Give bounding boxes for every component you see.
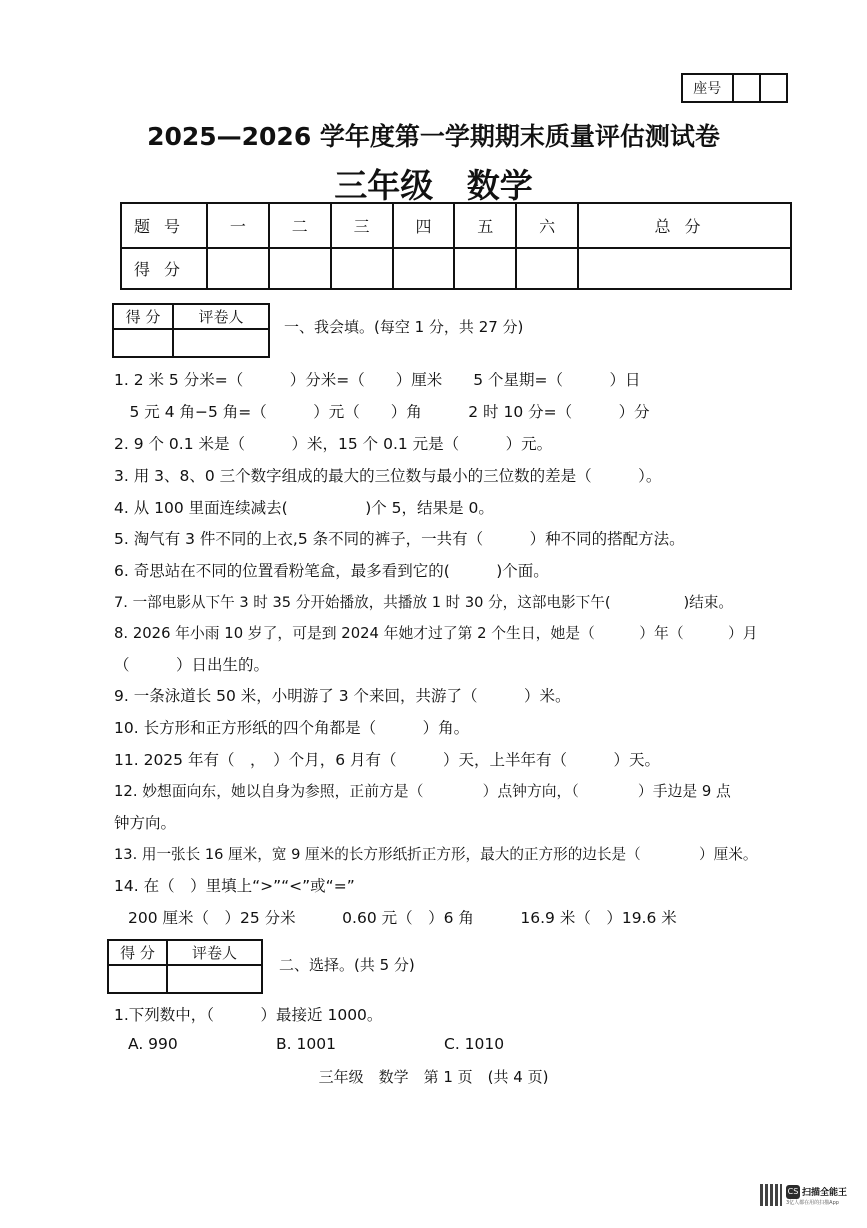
score-cell[interactable] xyxy=(207,248,269,289)
grader-box xyxy=(107,939,263,994)
score-table-column: 二 xyxy=(269,203,331,248)
exam-title: 2025—2026 学年度第一学期期末质量评估测试卷 xyxy=(147,122,720,151)
grader-name-cell[interactable] xyxy=(173,329,269,357)
seat-number-box xyxy=(681,73,788,103)
grader-name-cell[interactable] xyxy=(167,965,262,993)
score-table-total-header: 总分 xyxy=(578,203,791,248)
grader-name-label: 评卷人 xyxy=(167,940,262,965)
question-line: 4. 从 100 里面连续减去( )个 5，结果是 0。 xyxy=(114,499,494,517)
seat-number-cell[interactable] xyxy=(761,75,786,101)
question-line: 200 厘米（ ）25 分米 0.60 元（ ）6 角 16.9 米（ ）19.6 米 xyxy=(128,909,677,927)
score-table-column: 六 xyxy=(516,203,578,248)
grader-box xyxy=(112,303,270,358)
score-table-row-header: 得分 xyxy=(121,248,207,289)
score-table-column: 一 xyxy=(207,203,269,248)
question-line: 7. 一部电影从下午 3 时 35 分开始播放，共播放 1 时 30 分，这部电影下午( )结束。 xyxy=(114,594,733,611)
section-1-heading: 一、我会填。(每空 1 分，共 27 分) xyxy=(284,318,524,336)
grader-score-cell[interactable] xyxy=(108,965,167,993)
score-table-row-header: 题号 xyxy=(121,203,207,248)
question-line: 1. 2 米 5 分米=（ ）分米=（ ）厘米 5 个星期=（ ）日 xyxy=(114,371,641,389)
score-table-column: 四 xyxy=(393,203,455,248)
page-footer: 三年级 数学 第 1 页 (共 4 页) xyxy=(318,1068,549,1086)
exam-subtitle: 三年级 数学 xyxy=(334,166,533,205)
score-table-column: 三 xyxy=(331,203,393,248)
score-cell-total[interactable] xyxy=(578,248,791,289)
score-cell[interactable] xyxy=(331,248,393,289)
seat-number-label: 座号 xyxy=(683,75,734,101)
question-line: 10. 长方形和正方形纸的四个角都是（ ）角。 xyxy=(114,719,470,737)
question-line: 5. 淘气有 3 件不同的上衣,5 条不同的裤子，一共有（ ）种不同的搭配方法。 xyxy=(114,530,685,548)
grader-score-label: 得 分 xyxy=(113,304,173,329)
option-c: C. 1010 xyxy=(444,1035,505,1053)
question-line: 9. 一条泳道长 50 米，小明游了 3 个来回，共游了（ ）米。 xyxy=(114,687,571,705)
option-a: A. 990 xyxy=(128,1035,178,1053)
question-line: 6. 奇思站在不同的位置看粉笔盒，最多看到它的( )个面。 xyxy=(114,562,549,580)
score-cell[interactable] xyxy=(393,248,455,289)
score-cell[interactable] xyxy=(516,248,578,289)
score-cell[interactable] xyxy=(269,248,331,289)
question-line: （ ）日出生的。 xyxy=(114,656,270,674)
question-line: 1.下列数中，（ ）最接近 1000。 xyxy=(114,1006,383,1024)
question-line: 13. 用一张长 16 厘米，宽 9 厘米的长方形纸折正方形，最大的正方形的边长是（ ）厘米。 xyxy=(114,846,758,863)
question-line: 5 元 4 角−5 角=（ ）元（ ）角 2 时 10 分=（ ）分 xyxy=(114,403,650,421)
grader-name-label: 评卷人 xyxy=(173,304,269,329)
grader-score-cell[interactable] xyxy=(113,329,173,357)
grader-score-label: 得 分 xyxy=(108,940,167,965)
question-line: 3. 用 3、8、0 三个数字组成的最大的三位数与最小的三位数的差是（ ）。 xyxy=(114,467,662,485)
question-line: 12. 妙想面向东，她以自身为参照，正前方是（ ）点钟方向，（ ）手边是 9 点 xyxy=(114,783,731,800)
option-b: B. 1001 xyxy=(276,1035,336,1053)
scanner-watermark xyxy=(760,1184,847,1206)
watermark-subtitle: 3亿人都在用的扫描App xyxy=(786,1199,839,1206)
score-cell[interactable] xyxy=(454,248,516,289)
seat-number-cell[interactable] xyxy=(734,75,761,101)
qr-code-icon xyxy=(760,1184,782,1206)
question-line: 2. 9 个 0.1 米是（ ）米，15 个 0.1 元是（ ）元。 xyxy=(114,435,553,453)
camscanner-logo-icon: CS xyxy=(786,1185,800,1199)
question-line: 8. 2026 年小雨 10 岁了，可是到 2024 年她才过了第 2 个生日，她是（ ）年（ ）月 xyxy=(114,625,758,642)
section-2-heading: 二、选择。(共 5 分) xyxy=(279,956,415,974)
question-line: 14. 在（ ）里填上“>”“<”或“=” xyxy=(114,877,355,895)
watermark-name: 扫描全能王 xyxy=(802,1188,848,1198)
score-table xyxy=(120,202,792,290)
question-line: 钟方向。 xyxy=(114,814,177,832)
question-line: 11. 2025 年有（ ， ）个月，6 月有（ ）天，上半年有（ ）天。 xyxy=(114,751,660,769)
score-table-column: 五 xyxy=(454,203,516,248)
